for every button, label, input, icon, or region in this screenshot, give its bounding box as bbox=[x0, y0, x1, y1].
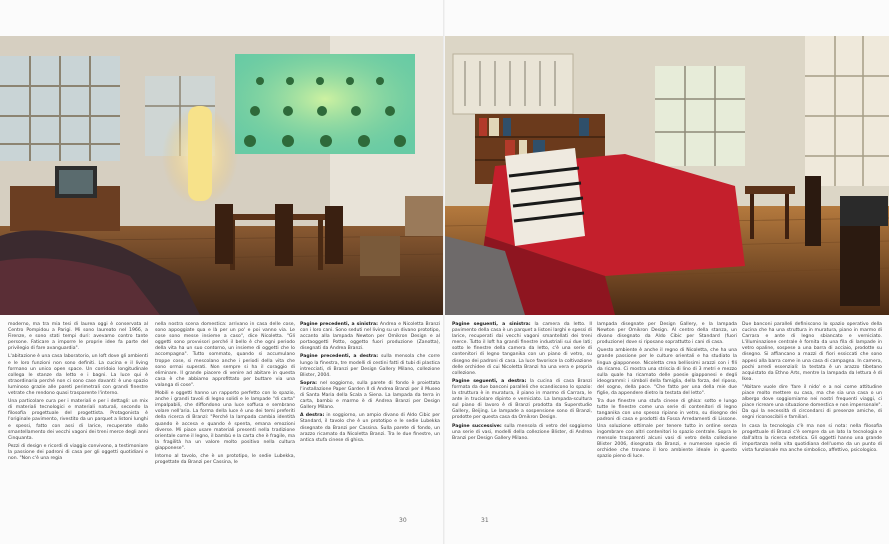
caption: Pagine successive: sulla mensola di vetro del soggiorno una serie di vasi, modelli della collezione Blister, di Andrea Branzi per Design Gallery Milano. bbox=[452, 423, 593, 441]
caption: Pagine seguenti, a sinistra: la camera da letto. Il pavimento della casa è un parquet a listoni larghi e spessi di larice, recuperati dai vecchi vagoni smantellati dei treni merce. Tutto il loft ha grandi finestre industriali sui due lati; sotto le finestre della camera da letto, c'è una serie di contenitori di legno tanganika con un piano di vetro, su disegno dei padroni di casa. La luce favorisce la coltivazione delle orchidee di cui Nicoletta Branzi ha una vera e propria collezione. bbox=[452, 322, 592, 376]
captions-column-left bbox=[300, 322, 440, 446]
red-sofa-room-photo bbox=[445, 36, 889, 315]
red-sofa-room-illustration bbox=[445, 36, 889, 315]
paragraph: Mobili e oggetti hanno un rapporto perfetto con lo spazio, anche i grandi tavoli di legno solidi e le lampade "di carta" impalpabili, che diffondono una luce soffusa e sembrano volare nell'aria. La forma della luce è uno dei temi preferiti della ricerca di Branzi: "Perché la lampada cambia identità quando è accesa e quando è spenta, emana emozioni diverse. Mi piace usare materiali presenti nella tradizione orientale come il legno, il bambù e la carta che è fragile, ma la fragilità ha un valore molto positivo nella cultura giapponese". bbox=[155, 391, 295, 451]
paragraph: lampada disegnate per Design Gallery, e la lampada Newton per Omikron Design. Al centro della stanza, un divano disegnato da Aldo Cibic per Standard (fuori produzione) dove si riposano soprattutto i cani di casa. bbox=[597, 322, 737, 346]
paragraph: nella nostra scena domestica: arrivano in casa delle cose, sono appoggiate qua e là per un po' e poi vanno via. Le cose sono messe insieme a caso", dice Nicoletta. "Gli oggetti sono provvisori perché il bello è che ogni periodo della vita ha un suo contorno, un insieme di oggetti che lo accompagna". Tutto sommato, quando si accumulano troppe cose, si mescolano anche i periodi della vita che sono ormai superati. Non sempre si ha il coraggio di eliminare. Il grande piacere di venire ad abitare in questa casa è che abbiamo approfittato per buttare via una valanga di cose". bbox=[155, 322, 295, 388]
paragraph: Due banconi paralleli definiscono lo spazio operativo della cucina che ha una struttura in muratura, piano in marmo di Carrara e ante di legno sbiancato e verniciato. L'illuminazione centrale è fornita da una fila di lampade in vetro opaline, sospese a una barra di acciaio, prodotte su disegno. Si affiancano a mazzi di fiori essiccati che sono appesi alla barra come in una casa di campagna. In camera, pochi arredi essenziali: la testata è un arazzo tibetano acquistato da Ethno Arts, mentre la lampada da lettura è di Ikea. bbox=[742, 322, 882, 382]
page-number-right: 31 bbox=[481, 517, 489, 524]
living-room-photo bbox=[0, 36, 443, 315]
article-column-2 bbox=[155, 322, 295, 468]
caption: Sopra: nel soggiorno, sulla parete di fondo è proiettata l'installazione Paper Garden II di Andrea Branzi per il Museo di Santa Maria della Scala a Siena. La lampada da terra in carta, bambù e marmo è di Andrea Branzi per Design Gallery Milano. bbox=[300, 380, 440, 411]
paragraph: L'abitazione è una casa laboratorio, un loft dove gli ambienti e le loro funzioni non sono definiti. La cucina e il living formano un unico open space. Un corridoio longitudinale collega le stanze da letto e i bagni. La luce qui è straordinaria perché non ci sono case davanti: è uno spazio luminoso grazie alle pareti perimetrali con grandi finestre vetrate che rendono quasi trasparente l'interno. bbox=[8, 354, 148, 397]
paragraph: Questo ambiente è anche il regno di Nicoletta, che ha una grande passione per le culture orientali e ha studiato la lingua giapponese. Nicoletta crea bellissimi arazzi con i fili da ricamo. Ci mostra una striscia di lino di 3 metri e mezzo sulla quale ha ricamato delle poesie giapponesi e degli ideogrammi: i simboli della famiglia, della forza, del riposo, del sogno, della pace. "Che fatto per una della mie due figlie, da appendere dietro la testata del letto". bbox=[597, 348, 737, 397]
captions-column-right bbox=[452, 322, 592, 444]
paragraph: "Abitare vuole dire 'fare il nido' e a noi come attitudine piace molto mettere su casa, ma che sia una casa o un albergo dove soggiorniamo nei nostri frequenti viaggi, ci piace ricreare una situazione domestica e non impersonale". Da qui la necessità di circondarsi di presenze amiche, di segni riconoscibili e familiari. bbox=[742, 384, 882, 421]
caption: A destra: in soggiorno, un ampio divano di Aldo Cibic per Standard, il tavolo che è un prototipo e le sedie Lubekka disegnate da Branzi per Cassina. Sulla parete di fondo, un arazzo ricamato da Nicoletta Branzi. Tra le due finestre, un antica stufa cinese di ghisa. bbox=[300, 413, 440, 443]
living-room-illustration bbox=[0, 36, 443, 315]
paragraph: Tra due finestre una stufa cinese di ghisa: sotto e lungo tutte le finestre come una serie di contenitori di legno tanganika con uno spesso ripiano in vetro, su disegno dei padroni di casa e prodotti da Fossa Arredamenti di Lissone. Una soluzione ottimale per tenere tutto in ordine senza ingombrare con altri contenitori lo spazio centrale. Sopra le mensole trasparenti alcuni vasi di vetro della collezione Blister 2006, disegnata da Branzi, e numerose specie di orchidee che trovano il loro ambiente ideale in questo spazio pieno di luce. bbox=[597, 399, 737, 459]
page-number-left: 30 bbox=[399, 517, 407, 524]
paragraph: Pezzi di design e ricordi di viaggio convivono, a testimoniare la passione dei padroni di casa per gli oggetti quotidiani e non. "Non c'è una regia bbox=[8, 443, 148, 461]
article-column-6 bbox=[742, 322, 882, 456]
caption: Pagine precedenti, a sinistra: Andrea e Nicoletta Branzi con i loro cani. Sono seduti nel living su un divano prototipo, accanto alla lampada Newton per Omikron Design e al portaoggetti Potto, oggetto fuori produzione (Zanotta), disegnati da Andrea Branzi. bbox=[300, 322, 440, 352]
paragraph: moderno, ma tra mia tesi di laurea oggi è conservata al Centro Pompidou a Parigi. Mi sono laureato nel 1966, a Firenze, e sono stati tempi duri: avevamo contro tante persone. Faticare a imporre le proprie idee fa parte del privilegio di fare avanguardia". bbox=[8, 322, 148, 352]
article-column-1 bbox=[8, 322, 148, 464]
article-column-5 bbox=[597, 322, 737, 462]
caption: Pagine seguenti, a destra: la cucina di casa Branzi formata da due banconi paralleli che scandiscono lo spazio: la struttura è in muratura, il piano in marmo di Carrara, le ante in truciolare dipinto e verniciato. La lampada-scultura sul piano di lavoro è di Branzi prodotta da Superstudio Gallery, Beijing. Le lampade a sospensione sono di Branzi, prodotte per questa casa da Omikron Design. bbox=[452, 378, 592, 421]
paragraph: Intorno al tavolo, che è un prototipo, le sedie Lubekka, progettate da Branzi per Cassina, le bbox=[155, 453, 295, 466]
paragraph: In casa la tecnologia c'è ma non si nota: nella filosofia progettuale di Branzi c'è sempre da un lato la tecnologia e dall'altra la ricerca estetica. Gli oggetti hanno una grande importanza nella vita quotidiana dell'uomo da un punto di vista funzionale ma anche simbolico, affettivo, psicologico. bbox=[742, 423, 882, 453]
caption: Pagine precedenti, a destra: sulla mensola che corre lungo la finestra, tre modelli di cestini fatti di tubi di plastica intrecciati, di Branzi per Design Gallery Milano, collezione Blister, 2004. bbox=[300, 354, 440, 378]
paragraph: Una particolare cura per i materiali e per i dettagli: un mix di materiali tecnologici e materiali naturali, secondo la filosofia progettuale del progettista. Protagonista è l'originale pavimento, rivestito da un parquet a listoni lunghi e spessi, fatto con assi di larice, recuperate dallo smantellamento dei vecchi vagoni dei treni merce degli anni Cinquanta. bbox=[8, 399, 148, 441]
